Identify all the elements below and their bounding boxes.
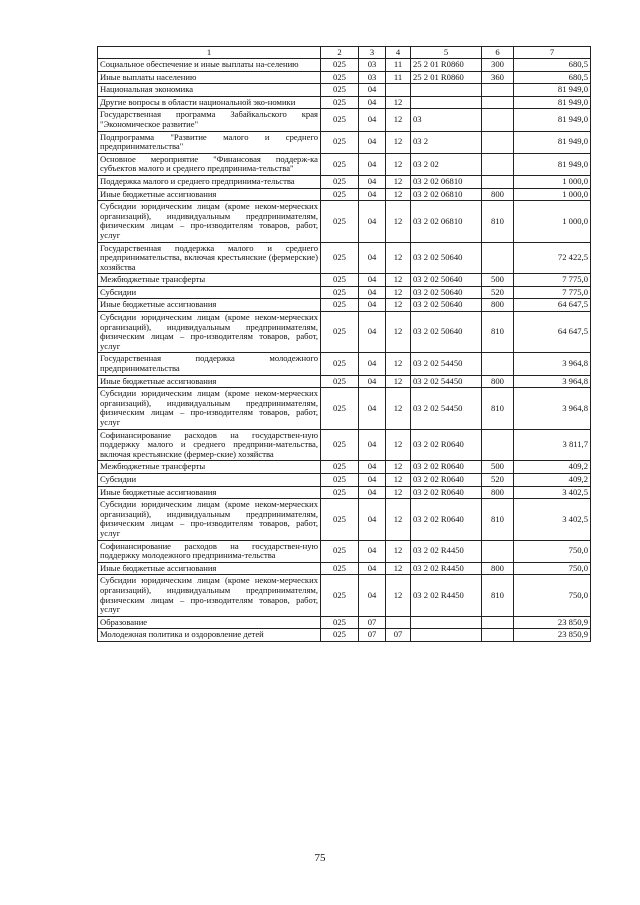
subsection-cell: 12: [386, 131, 411, 153]
table-row: [98, 312, 591, 353]
subsection-cell: 12: [386, 312, 411, 353]
header-col-6: 6: [482, 47, 514, 59]
amount-cell: 3 964,8: [514, 388, 591, 429]
admin-code-cell: 025: [321, 375, 359, 388]
target-article-cell: 03 2: [411, 131, 482, 153]
section-cell: 04: [359, 242, 386, 274]
admin-code-cell: 025: [321, 473, 359, 486]
admin-code-cell: 025: [321, 131, 359, 153]
subsection-cell: 12: [386, 499, 411, 540]
subsection-cell: 07: [386, 629, 411, 642]
expense-type-cell: 520: [482, 286, 514, 299]
table-row: [98, 429, 591, 461]
amount-cell: 750,0: [514, 562, 591, 575]
target-article-cell: 25 2 01 R0860: [411, 59, 482, 72]
section-cell: 04: [359, 131, 386, 153]
admin-code-cell: 025: [321, 109, 359, 131]
expense-type-cell: [482, 175, 514, 188]
table-row: [98, 486, 591, 499]
target-article-cell: 03 2 02 R4450: [411, 562, 482, 575]
admin-code-cell: 025: [321, 461, 359, 474]
subsection-cell: 12: [386, 375, 411, 388]
expense-type-cell: 800: [482, 562, 514, 575]
amount-cell: 81 949,0: [514, 131, 591, 153]
target-article-cell: 03 2 02 06810: [411, 188, 482, 201]
subsection-cell: 12: [386, 96, 411, 109]
amount-cell: 1 000,0: [514, 175, 591, 188]
admin-code-cell: 025: [321, 153, 359, 175]
table-row: [98, 153, 591, 175]
expense-type-cell: 800: [482, 375, 514, 388]
expense-type-cell: [482, 616, 514, 629]
section-cell: 04: [359, 286, 386, 299]
subsection-cell: 12: [386, 486, 411, 499]
name-cell: Субсидии юридическим лицам (кроме неком-мерческих организаций), индивидуальным предпринимателям, физическим лицам – про-изводителям товаров, работ, услуг: [98, 201, 321, 242]
table-row: [98, 540, 591, 562]
table-row: [98, 629, 591, 642]
admin-code-cell: 025: [321, 629, 359, 642]
amount-cell: 23 850,9: [514, 629, 591, 642]
header-row: [98, 47, 591, 59]
table-row: [98, 96, 591, 109]
subsection-cell: 12: [386, 575, 411, 616]
budget-table: [97, 46, 591, 642]
table-row: [98, 59, 591, 72]
admin-code-cell: 025: [321, 388, 359, 429]
table-row: [98, 71, 591, 84]
target-article-cell: 03 2 02 R4450: [411, 540, 482, 562]
table-row: [98, 353, 591, 375]
section-cell: 04: [359, 429, 386, 461]
name-cell: Субсидии: [98, 286, 321, 299]
amount-cell: 7 775,0: [514, 286, 591, 299]
section-cell: 04: [359, 375, 386, 388]
table-row: [98, 175, 591, 188]
expense-type-cell: 810: [482, 499, 514, 540]
name-cell: Государственная поддержка малого и среднего предпринимательства, включая крестьянские (фермерские) хозяйства: [98, 242, 321, 274]
expense-type-cell: [482, 96, 514, 109]
target-article-cell: 03: [411, 109, 482, 131]
expense-type-cell: 810: [482, 201, 514, 242]
table-row: [98, 84, 591, 97]
target-article-cell: 03 2 02 54450: [411, 353, 482, 375]
expense-type-cell: 300: [482, 59, 514, 72]
admin-code-cell: 025: [321, 312, 359, 353]
table-row: [98, 473, 591, 486]
name-cell: Субсидии юридическим лицам (кроме неком-мерческих организаций), индивидуальным предпринимателям, физическим лицам – про-изводителям товаров, работ, услуг: [98, 499, 321, 540]
section-cell: 04: [359, 84, 386, 97]
target-article-cell: 03 2 02 R0640: [411, 499, 482, 540]
name-cell: Иные бюджетные ассигнования: [98, 486, 321, 499]
amount-cell: 1 000,0: [514, 188, 591, 201]
expense-type-cell: [482, 353, 514, 375]
table-row: [98, 109, 591, 131]
section-cell: 04: [359, 96, 386, 109]
section-cell: 04: [359, 461, 386, 474]
target-article-cell: 03 2 02 50640: [411, 242, 482, 274]
amount-cell: 750,0: [514, 575, 591, 616]
name-cell: Образование: [98, 616, 321, 629]
expense-type-cell: [482, 429, 514, 461]
section-cell: 07: [359, 629, 386, 642]
expense-type-cell: 800: [482, 299, 514, 312]
table-body: [98, 59, 591, 642]
admin-code-cell: 025: [321, 84, 359, 97]
target-article-cell: 03 2 02 06810: [411, 175, 482, 188]
subsection-cell: 12: [386, 353, 411, 375]
subsection-cell: 12: [386, 242, 411, 274]
table-row: [98, 286, 591, 299]
name-cell: Подпрограмма "Развитие малого и среднего предпринимательства": [98, 131, 321, 153]
expense-type-cell: 360: [482, 71, 514, 84]
expense-type-cell: [482, 84, 514, 97]
name-cell: Софинансирование расходов на государствен-ную поддержку молодежного предпринима-тельства: [98, 540, 321, 562]
subsection-cell: 12: [386, 286, 411, 299]
admin-code-cell: 025: [321, 486, 359, 499]
section-cell: 04: [359, 353, 386, 375]
name-cell: Государственная поддержка молодежного предпринимательства: [98, 353, 321, 375]
name-cell: Субсидии юридическим лицам (кроме неком-мерческих организаций), индивидуальным предпринимателям, физическим лицам – про-изводителям товаров, работ, услуг: [98, 388, 321, 429]
amount-cell: 750,0: [514, 540, 591, 562]
target-article-cell: 03 2 02: [411, 153, 482, 175]
name-cell: Иные бюджетные ассигнования: [98, 188, 321, 201]
expense-type-cell: 810: [482, 575, 514, 616]
table-row: [98, 274, 591, 287]
expense-type-cell: 500: [482, 274, 514, 287]
name-cell: Иные выплаты населению: [98, 71, 321, 84]
target-article-cell: 03 2 02 R0640: [411, 429, 482, 461]
table-row: [98, 388, 591, 429]
target-article-cell: [411, 84, 482, 97]
admin-code-cell: 025: [321, 59, 359, 72]
target-article-cell: 03 2 02 50640: [411, 286, 482, 299]
subsection-cell: 12: [386, 201, 411, 242]
section-cell: 04: [359, 312, 386, 353]
target-article-cell: 03 2 02 50640: [411, 299, 482, 312]
subsection-cell: 11: [386, 71, 411, 84]
table-row: [98, 188, 591, 201]
amount-cell: 3 964,8: [514, 353, 591, 375]
expense-type-cell: 800: [482, 188, 514, 201]
section-cell: 04: [359, 201, 386, 242]
expense-type-cell: [482, 109, 514, 131]
amount-cell: 3 964,8: [514, 375, 591, 388]
header-col-2: 2: [321, 47, 359, 59]
name-cell: Софинансирование расходов на государствен-ную поддержку малого и среднего предприни-мательства, включая крестьянские (фермер-ские) хозяйства: [98, 429, 321, 461]
amount-cell: 81 949,0: [514, 109, 591, 131]
amount-cell: 81 949,0: [514, 84, 591, 97]
name-cell: Иные бюджетные ассигнования: [98, 375, 321, 388]
name-cell: Субсидии юридическим лицам (кроме неком-мерческих организаций), индивидуальным предпринимателям, физическим лицам – про-изводителям товаров, работ, услуг: [98, 312, 321, 353]
target-article-cell: 03 2 02 R0640: [411, 461, 482, 474]
name-cell: Национальная экономика: [98, 84, 321, 97]
section-cell: 04: [359, 175, 386, 188]
subsection-cell: 12: [386, 461, 411, 474]
table-row: [98, 299, 591, 312]
target-article-cell: 03 2 02 06810: [411, 201, 482, 242]
amount-cell: 1 000,0: [514, 201, 591, 242]
admin-code-cell: 025: [321, 201, 359, 242]
subsection-cell: 11: [386, 59, 411, 72]
admin-code-cell: 025: [321, 499, 359, 540]
expense-type-cell: 810: [482, 312, 514, 353]
amount-cell: 3 811,7: [514, 429, 591, 461]
subsection-cell: 12: [386, 274, 411, 287]
table-row: [98, 575, 591, 616]
table-row: [98, 499, 591, 540]
table-row: [98, 375, 591, 388]
target-article-cell: 03 2 02 R0640: [411, 486, 482, 499]
expense-type-cell: 810: [482, 388, 514, 429]
name-cell: Поддержка малого и среднего предпринима-тельства: [98, 175, 321, 188]
target-article-cell: 03 2 02 50640: [411, 312, 482, 353]
subsection-cell: 12: [386, 540, 411, 562]
section-cell: 04: [359, 486, 386, 499]
table-row: [98, 562, 591, 575]
section-cell: 04: [359, 473, 386, 486]
expense-type-cell: 520: [482, 473, 514, 486]
target-article-cell: 03 2 02 R0640: [411, 473, 482, 486]
amount-cell: 64 647,5: [514, 299, 591, 312]
admin-code-cell: 025: [321, 71, 359, 84]
section-cell: 04: [359, 575, 386, 616]
amount-cell: 23 850,9: [514, 616, 591, 629]
subsection-cell: 12: [386, 473, 411, 486]
admin-code-cell: 025: [321, 299, 359, 312]
name-cell: Субсидии: [98, 473, 321, 486]
section-cell: 04: [359, 562, 386, 575]
admin-code-cell: 025: [321, 562, 359, 575]
table-row: [98, 242, 591, 274]
subsection-cell: [386, 84, 411, 97]
section-cell: 04: [359, 153, 386, 175]
subsection-cell: 12: [386, 299, 411, 312]
target-article-cell: 03 2 02 54450: [411, 375, 482, 388]
name-cell: Иные бюджетные ассигнования: [98, 562, 321, 575]
admin-code-cell: 025: [321, 616, 359, 629]
admin-code-cell: 025: [321, 575, 359, 616]
header-col-4: 4: [386, 47, 411, 59]
section-cell: 03: [359, 59, 386, 72]
table-row: [98, 616, 591, 629]
name-cell: Основное мероприятие "Финансовая поддерж-ка субъектов малого и среднего предпринима-тельства": [98, 153, 321, 175]
amount-cell: 409,2: [514, 461, 591, 474]
expense-type-cell: [482, 242, 514, 274]
amount-cell: 409,2: [514, 473, 591, 486]
expense-type-cell: [482, 153, 514, 175]
subsection-cell: 12: [386, 175, 411, 188]
target-article-cell: [411, 629, 482, 642]
name-cell: Молодежная политика и оздоровление детей: [98, 629, 321, 642]
amount-cell: 7 775,0: [514, 274, 591, 287]
amount-cell: 64 647,5: [514, 312, 591, 353]
section-cell: 04: [359, 299, 386, 312]
name-cell: Государственная программа Забайкальского края "Экономическое развитие": [98, 109, 321, 131]
name-cell: Межбюджетные трансферты: [98, 461, 321, 474]
admin-code-cell: 025: [321, 274, 359, 287]
amount-cell: 81 949,0: [514, 96, 591, 109]
section-cell: 04: [359, 188, 386, 201]
header-col-5: 5: [411, 47, 482, 59]
page-number: 75: [314, 852, 326, 864]
name-cell: Иные бюджетные ассигнования: [98, 299, 321, 312]
name-cell: Социальное обеспечение и иные выплаты на-селению: [98, 59, 321, 72]
amount-cell: 3 402,5: [514, 499, 591, 540]
subsection-cell: 12: [386, 388, 411, 429]
section-cell: 04: [359, 540, 386, 562]
section-cell: 04: [359, 274, 386, 287]
target-article-cell: 03 2 02 R4450: [411, 575, 482, 616]
target-article-cell: 25 2 01 R0860: [411, 71, 482, 84]
target-article-cell: [411, 96, 482, 109]
subsection-cell: 12: [386, 429, 411, 461]
admin-code-cell: 025: [321, 96, 359, 109]
expense-type-cell: [482, 629, 514, 642]
amount-cell: 680,5: [514, 59, 591, 72]
target-article-cell: 03 2 02 50640: [411, 274, 482, 287]
name-cell: Межбюджетные трансферты: [98, 274, 321, 287]
subsection-cell: 12: [386, 153, 411, 175]
expense-type-cell: [482, 540, 514, 562]
subsection-cell: 12: [386, 562, 411, 575]
section-cell: 04: [359, 109, 386, 131]
table-row: [98, 461, 591, 474]
table-row: [98, 131, 591, 153]
admin-code-cell: 025: [321, 175, 359, 188]
subsection-cell: [386, 616, 411, 629]
header-col-7: 7: [514, 47, 591, 59]
admin-code-cell: 025: [321, 188, 359, 201]
table-row: [98, 201, 591, 242]
subsection-cell: 12: [386, 109, 411, 131]
header-col-1: 1: [98, 47, 321, 59]
admin-code-cell: 025: [321, 429, 359, 461]
subsection-cell: 12: [386, 188, 411, 201]
expense-type-cell: 500: [482, 461, 514, 474]
admin-code-cell: 025: [321, 286, 359, 299]
amount-cell: 81 949,0: [514, 153, 591, 175]
amount-cell: 680,5: [514, 71, 591, 84]
section-cell: 07: [359, 616, 386, 629]
section-cell: 04: [359, 499, 386, 540]
amount-cell: 72 422,5: [514, 242, 591, 274]
target-article-cell: 03 2 02 54450: [411, 388, 482, 429]
expense-type-cell: [482, 131, 514, 153]
section-cell: 04: [359, 388, 386, 429]
amount-cell: 3 402,5: [514, 486, 591, 499]
name-cell: Субсидии юридическим лицам (кроме неком-мерческих организаций), индивидуальным предпринимателям, физическим лицам – про-изводителям товаров, работ, услуг: [98, 575, 321, 616]
section-cell: 03: [359, 71, 386, 84]
admin-code-cell: 025: [321, 242, 359, 274]
name-cell: Другие вопросы в области национальной эко-номики: [98, 96, 321, 109]
target-article-cell: [411, 616, 482, 629]
header-col-3: 3: [359, 47, 386, 59]
admin-code-cell: 025: [321, 353, 359, 375]
expense-type-cell: 800: [482, 486, 514, 499]
admin-code-cell: 025: [321, 540, 359, 562]
